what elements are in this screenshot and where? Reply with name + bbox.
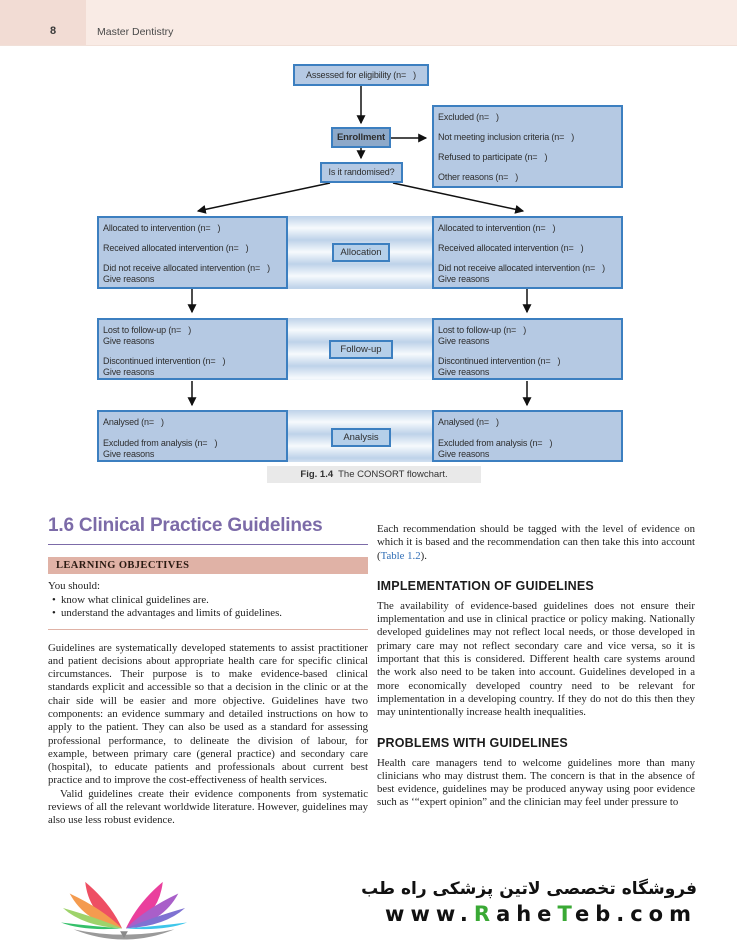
box-excluded [432, 105, 623, 188]
store-url[interactable]: www.RaheTeb.com [385, 902, 697, 926]
book-title: Master Dentistry [97, 26, 174, 38]
box-followup-left: Lost to follow-up (n= ) Give reasons Discontinued intervention (n= ) Give reasons [97, 318, 288, 380]
excluded-line: Refused to participate (n= ) [438, 152, 548, 162]
box-allocation-left: Allocated to intervention (n= ) Received allocated intervention (n= ) Did not receive allocated intervention (n= ) Give reasons [97, 216, 288, 289]
problems-paragraph: Health care managers tend to welcome guidelines more than many clinicians who may distrust them. The concern is that in the absence of best evidence, guidelines may be produced anyway using poor evidence such as ‘“expert opinion” and the clinician may feel under pressure to [377, 756, 695, 809]
analysis-stage-label: Analysis [331, 428, 391, 447]
implementation-paragraph: The availability of evidence-based guidelines does not ensure their implementation and use in clinical practice or policy making. Nationally developed guidelines may not reflect local needs, or those developed in primary care may not reflect secondary care and vice versa, so it is important that this is considered. Different health care systems around the work also need to be taken into account. Guidelines developed in a more economically developed country need to be relevant for implementation in a developing country. If they do not do this then they may unintentionally increase health inequalities. [377, 599, 695, 719]
learning-objectives-title: LEARNING OBJECTIVES [48, 557, 368, 574]
figure-number: Fig. 1.4 [300, 469, 334, 480]
table-1-2-link[interactable]: Table 1.2 [380, 549, 421, 562]
allocation-stage-label: Allocation [332, 243, 390, 262]
excluded-line: Excluded (n= ) [438, 112, 499, 122]
section-heading: 1.6 Clinical Practice Guidelines [48, 515, 368, 545]
bullet-item: • understand the advantages and limits of guidelines. [52, 607, 282, 619]
right-column [377, 523, 695, 810]
box-analysis-right: Analysed (n= ) Excluded from analysis (n= ) Give reasons [432, 410, 623, 462]
page-header [0, 0, 737, 46]
excluded-line: Other reasons (n= ) [438, 172, 519, 182]
store-footer [361, 879, 697, 926]
figure-caption: Fig. 1.4 The CONSORT flowchart. [267, 466, 481, 483]
recommendation-paragraph: Each recommendation should be tagged with the level of evidence on which it is based and the recommendation can then take this into account (Table 1.2). [377, 523, 695, 562]
box-is-it-randomised: Is it randomised? [320, 162, 403, 183]
learning-objectives-intro: You should: [48, 580, 101, 592]
bullet-item: • know what clinical guidelines are. [52, 593, 209, 606]
valid-guidelines-paragraph: Valid guidelines create their evidence components from systematic reviews of all the relevant worldwide literature. However, guidelines may also use less robust evidence. [48, 787, 368, 827]
bullet-icon: • [52, 593, 56, 606]
subsection-heading-implementation: IMPLEMENTATION OF GUIDELINES [377, 578, 594, 593]
store-name-persian: فروشگاه تخصصی لاتین پزشکی راه طب [361, 879, 697, 899]
learning-objectives-box [48, 557, 368, 630]
box-followup-right: Lost to follow-up (n= ) Give reasons Discontinued intervention (n= ) Give reasons [432, 318, 623, 380]
bullet-icon: • [52, 607, 56, 619]
subsection-heading-problems: PROBLEMS WITH GUIDELINES [377, 735, 568, 750]
header-margin-strip [0, 0, 86, 45]
followup-stage-label: Follow-up [329, 340, 393, 359]
excluded-line: Not meeting inclusion criteria (n= ) [438, 132, 575, 142]
box-analysis-left: Analysed (n= ) Excluded from analysis (n= ) Give reasons [97, 410, 288, 462]
box-assessed-eligibility: Assessed for eligibility (n= ) [293, 64, 429, 86]
guidelines-paragraph: Guidelines are systematically developed statements to assist practitioner and patient decisions about appropriate health care for specific clinical circumstances. Their purpose is to make evidence-based clinical standards explicit and accessible so that a decision in the clinic or at the chair side will be easier and more objective. Guidelines have two components: an evidence summary and detailed instructions on how to apply to the patient. They can also be used as a standard for assessing professional performance, to delineate the division of labour, for example, between primary care (general practice) and secondary care (hospital), to educate patients and professionals about current best practice and to improve the cost-effectiveness of health services. [48, 641, 368, 787]
box-allocation-right: Allocated to intervention (n= ) Received allocated intervention (n= ) Did not receive allocated intervention (n= ) Give reasons [432, 216, 623, 289]
box-enrollment: Enrollment [331, 127, 391, 148]
open-book-logo [55, 876, 193, 940]
left-column [48, 515, 368, 828]
page-number: 8 [50, 25, 57, 37]
